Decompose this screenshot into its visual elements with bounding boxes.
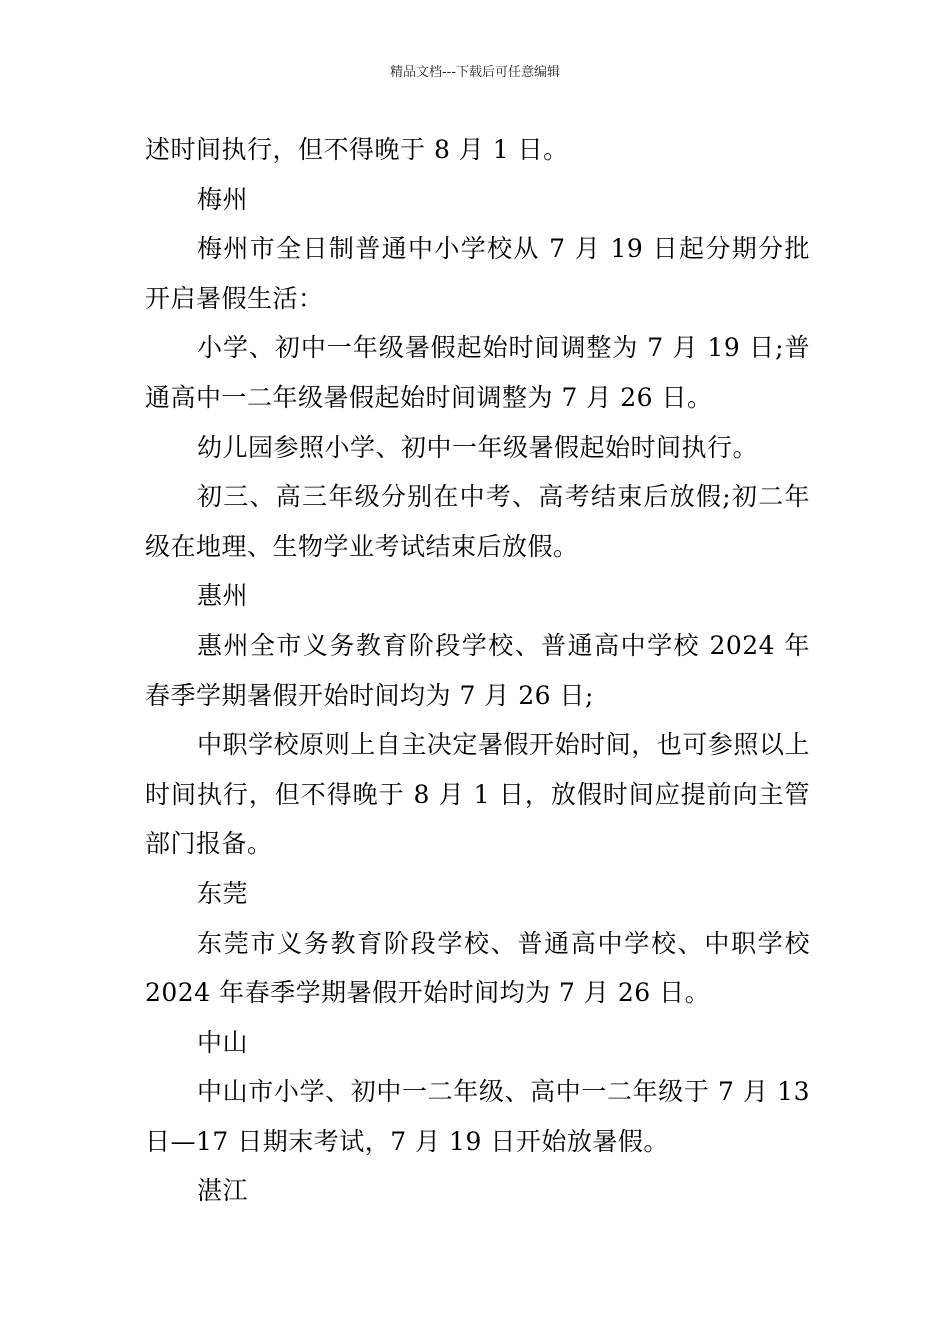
section-heading-zhongshan: 中山 bbox=[197, 1027, 249, 1057]
section-heading-meizhou: 梅州 bbox=[197, 184, 249, 214]
paragraph-meizhou-primary: 小学、初中一年级暑假起始时间调整为 7 月 19 日;普通高中一二年级暑假起始时间调整为 7 月 26 日。 bbox=[145, 333, 810, 412]
section-heading-dongguan: 东莞 bbox=[197, 878, 249, 908]
section-heading-huizhou: 惠州 bbox=[197, 581, 249, 611]
document-body bbox=[145, 125, 810, 1216]
paragraph-dongguan: 东莞市义务教育阶段学校、普通高中学校、中职学校 2024 年春季学期暑假开始时间均为 7 月 26 日。 bbox=[145, 928, 810, 1008]
paragraph-zhongshan: 中山市小学、初中一二年级、高中一二年级于 7 月 13 日—17 日期末考试，7 月 19 日开始放暑假。 bbox=[145, 1077, 810, 1156]
page-header: 精品文档---下载后可任意编辑 bbox=[389, 65, 561, 80]
paragraph-continuation: 述时间执行，但不得晚于 8 月 1 日。 bbox=[145, 135, 569, 164]
paragraph-huizhou-schools: 惠州全市义务教育阶段学校、普通高中学校 2024 年春季学期暑假开始时间均为 7 月 26 日; bbox=[145, 630, 810, 710]
paragraph-huizhou-vocational: 中职学校原则上自主决定暑假开始时间，也可参照以上时间执行，但不得晚于 8 月 1 日，放假时间应提前向主管部门报备。 bbox=[145, 730, 810, 859]
paragraph-meizhou-kindergarten: 幼儿园参照小学、初中一年级暑假起始时间执行。 bbox=[197, 432, 759, 462]
section-heading-zhanjiang: 湛江 bbox=[197, 1176, 249, 1206]
paragraph-meizhou-senior: 初三、高三年级分别在中考、高考结束后放假;初二年级在地理、生物学业考试结束后放假。 bbox=[145, 482, 810, 561]
paragraph-meizhou-intro: 梅州市全日制普通中小学校从 7 月 19 日起分期分批开启暑假生活： bbox=[145, 234, 810, 313]
